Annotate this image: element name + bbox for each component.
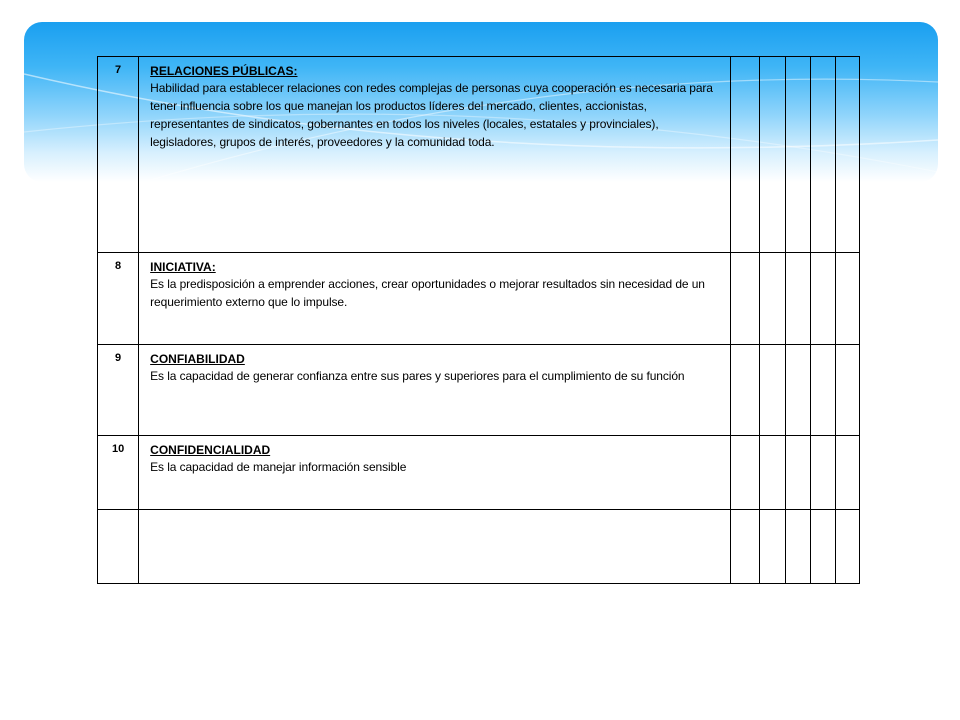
- rating-cell[interactable]: [759, 57, 785, 253]
- table-row: [98, 510, 860, 584]
- rating-cell[interactable]: [731, 510, 759, 584]
- competency-table: [97, 56, 860, 584]
- rating-cell[interactable]: [835, 510, 859, 584]
- rating-cell[interactable]: [731, 436, 759, 510]
- competency-description: Es la capacidad de generar confianza entre sus pares y superiores para el cumplimiento de su función: [150, 369, 685, 383]
- row-number: 10: [98, 436, 139, 510]
- rating-cell[interactable]: [810, 345, 835, 436]
- rating-cell[interactable]: [785, 510, 810, 584]
- rating-cell[interactable]: [835, 253, 859, 345]
- rating-cell[interactable]: [731, 57, 759, 253]
- rating-cell[interactable]: [810, 510, 835, 584]
- competency-description: Habilidad para establecer relaciones con redes complejas de personas cuya cooperación es necesaria para tener influencia sobre los que manejan los productos líderes del mercado, clientes, accionistas, representantes de sindicatos, gobernantes en todos los niveles (locales, estatales y provinciales), legisladores, grupos de interés, proveedores y la comunidad toda.: [150, 81, 713, 149]
- rating-cell[interactable]: [835, 345, 859, 436]
- rating-cell[interactable]: [810, 57, 835, 253]
- competency-cell: [139, 253, 731, 345]
- rating-cell[interactable]: [835, 57, 859, 253]
- row-number: 8: [98, 253, 139, 345]
- table-row: [98, 436, 860, 510]
- rating-cell[interactable]: [785, 345, 810, 436]
- competency-description: Es la predisposición a emprender acciones, crear oportunidades o mejorar resultados sin necesidad de un requerimiento externo que lo impulse.: [150, 277, 705, 309]
- row-number: [98, 510, 139, 584]
- rating-cell[interactable]: [759, 436, 785, 510]
- rating-cell[interactable]: [785, 57, 810, 253]
- competency-description: Es la capacidad de manejar información sensible: [150, 460, 407, 474]
- row-number: 7: [98, 57, 139, 253]
- competency-cell: [139, 510, 731, 584]
- rating-cell[interactable]: [759, 345, 785, 436]
- rating-cell[interactable]: [785, 253, 810, 345]
- competency-cell: [139, 57, 731, 253]
- competency-title: INICIATIVA:: [150, 260, 216, 274]
- table-row: [98, 345, 860, 436]
- competency-title: RELACIONES PÚBLICAS:: [150, 64, 298, 78]
- rating-cell[interactable]: [810, 436, 835, 510]
- competency-title: CONFIABILIDAD: [150, 352, 245, 366]
- rating-cell[interactable]: [759, 510, 785, 584]
- table-row: [98, 57, 860, 253]
- competency-cell: [139, 345, 731, 436]
- rating-cell[interactable]: [759, 253, 785, 345]
- table-row: [98, 253, 860, 345]
- competency-title: CONFIDENCIALIDAD: [150, 443, 271, 457]
- rating-cell[interactable]: [731, 345, 759, 436]
- rating-cell[interactable]: [785, 436, 810, 510]
- competency-cell: [139, 436, 731, 510]
- rating-cell[interactable]: [731, 253, 759, 345]
- rating-cell[interactable]: [810, 253, 835, 345]
- rating-cell[interactable]: [835, 436, 859, 510]
- row-number: 9: [98, 345, 139, 436]
